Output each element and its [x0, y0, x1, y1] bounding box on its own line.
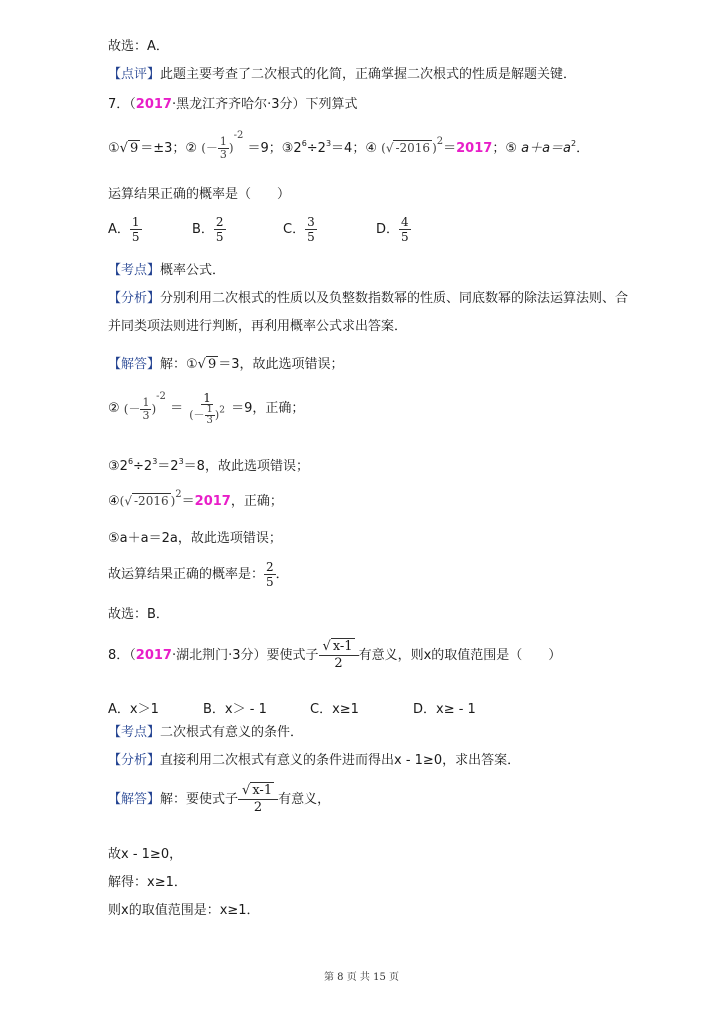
q8-kaodian: 【考点】二次根式有意义的条件． — [108, 725, 304, 740]
q8-jieda-2: 故x - 1≥0， — [108, 847, 183, 862]
q7-number: 7．（ — [108, 97, 136, 112]
q7-option-b: B． $\frac{2}{5}$ — [192, 215, 224, 244]
comment-text: 此题主要考查了二次根式的化简，正确掌握二次根式的性质是解题关键． — [160, 67, 577, 82]
q8-option-d: D．x≥ - 1 — [413, 702, 476, 717]
q7-f2-rest: ＝9；③ — [247, 141, 294, 156]
q7-jieda-1: 【解答】解：①√ 9 ＝3，故此选项错误； — [108, 357, 344, 372]
q7-formulas: ①√ 9 ＝±3；② (－ $\frac{1}{3}$ )$^{-2}$ ＝9；$③2^6\div 2^3=4$；④ (√ -2016 )$^2$＝2017；⑤ $a+a=a^2$． — [108, 130, 590, 161]
q8-option-a: A．x＞1 — [108, 702, 159, 717]
q7-f3-rest: ＝4；④ — [331, 141, 377, 156]
q7-kaodian: 【考点】概率公式． — [108, 263, 226, 278]
comment-line — [108, 66, 576, 84]
q7-fenxi-2: 并同类项法则进行判断，再利用概率公式求出答案． — [108, 319, 408, 334]
comment-tag: 【点评】 — [108, 67, 161, 82]
q7-option-d: D． $\frac{4}{5}$ — [376, 215, 409, 244]
q7-header — [108, 96, 358, 114]
q7-jieda-3: $③2^6\div 2^3=2^3=8$，故此选项错误； — [108, 457, 309, 474]
q7-f4-value: 2017 — [456, 141, 493, 156]
prev-answer: 故选：A． — [108, 39, 169, 54]
q7-f2-expr: (－ $\frac{1}{3}$ )$^{-2}$ — [201, 130, 244, 161]
q7-question: 运算结果正确的概率是（ ） — [108, 187, 291, 202]
q7-f1-radical: √ 9 — [119, 141, 139, 156]
q7-option-a: A． $\frac{1}{5}$ — [108, 215, 140, 244]
q8-header: 8．（2017·湖北荆门·3分）要使式子 $\frac{√ x-1}{2}$ 有意义，则x的取值范围是（ ） — [108, 639, 562, 671]
q7-jieda-2: ② (－ $\frac{1}{3}$ )$^{-2}$ ＝ 1 (－ $\frac{1}{3}$ )$^2$ ＝9，正确； — [108, 390, 305, 426]
q8-option-b: B．x＞ - 1 — [203, 702, 267, 717]
q7-f5-expr: a＋a＝a — [521, 141, 572, 156]
q7-source: ·黑龙江齐齐哈尔·3分）下列算式 — [171, 97, 358, 112]
q7-fenxi-1: 【分析】分别利用二次根式的性质以及负整数指数幂的性质、同底数幂的除法运算法则、合 — [108, 291, 629, 306]
q8-jieda-3: 解得：x≥1． — [108, 875, 187, 890]
q8-option-c: C．x≥1 — [310, 702, 359, 717]
q8-jieda-4: 则x的取值范围是：x≥1． — [108, 903, 260, 918]
q7-answer: 故选：B． — [108, 607, 169, 622]
q7-option-c: C． $\frac{3}{5}$ — [283, 215, 315, 244]
q7-f1-circle: ① — [108, 141, 120, 156]
q7-f1-rest: ＝±3；② — [140, 141, 198, 156]
q7-jieda-6: 故运算结果正确的概率是： $\frac{2}{5}$ ． — [108, 560, 289, 589]
q7-jieda-5: ⑤a＋a＝2a，故此选项错误； — [108, 531, 282, 546]
q7-jieda-4: ④(√ -2016 )$^2$＝2017，正确； — [108, 489, 283, 509]
q8-jieda-1: 【解答】解：要使式子 $\frac{√ x-1}{2}$ 有意义， — [108, 783, 331, 815]
q7-year: 2017 — [135, 97, 172, 112]
q7-f4-expr: (√ -2016 )$^2$ — [381, 136, 444, 155]
q8-fenxi: 【分析】直接利用二次根式有意义的条件进而得出x - 1≥0，求出答案． — [108, 753, 521, 768]
page-footer: 第 8 页 共 15 页 — [324, 972, 399, 983]
